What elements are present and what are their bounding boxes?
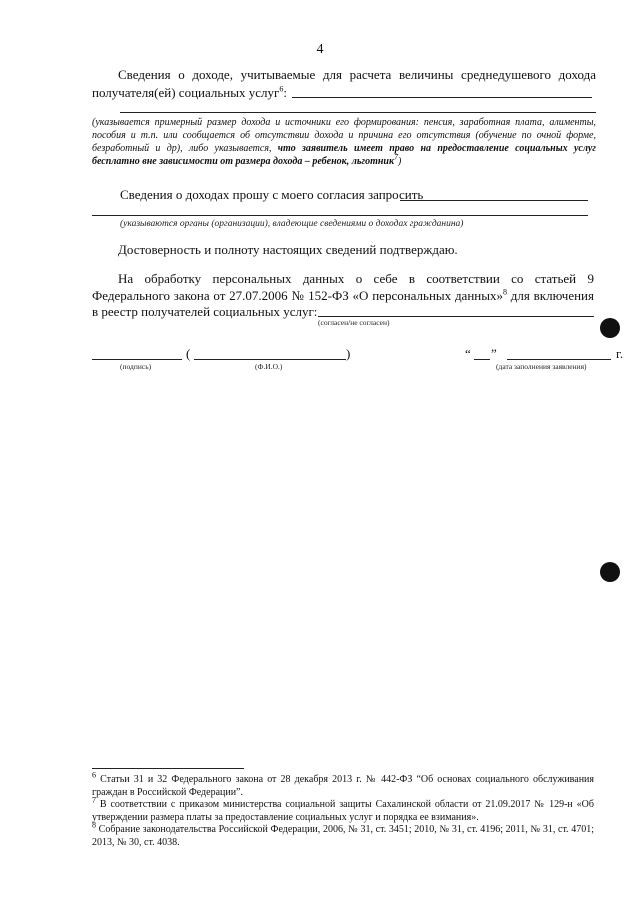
personal-data-consent-line[interactable] — [318, 316, 594, 317]
binder-hole-top — [600, 318, 620, 338]
consent-request-input-line-2[interactable] — [92, 215, 588, 216]
footnote-6: $^6$ Статьи 31 и 32 Федерального закона от 28 декабря 2013 г. № 442-ФЗ “Об основах социального обслуживания граждан в Российской Федерации”. — [92, 770, 594, 798]
date-month-line[interactable] — [507, 359, 611, 360]
signature-line[interactable] — [92, 359, 182, 360]
signature-caption: (подпись) — [120, 362, 152, 371]
consent-request-label: Сведения о доходах прошу с моего согласия запросить — [120, 187, 424, 202]
income-note: (указывается примерный размер дохода и источники его формирования: пенсия, заработная плата, алименты, пособия и т.п. или сообщается об отсутствии дохода и причина его отсутствия (обучение по очной форме, безработный и др), либо указывается, что заявитель имеет право на предоставление социальных услуг бесплатно вне зависимости от размера дохода – ребенок, льготник$^7$) — [92, 117, 596, 167]
personal-data-line3: в реестр получателей социальных услуг: — [92, 304, 318, 319]
income-label-line1: Сведения о доходе, учитываемые для расчета величины среднедушевого дохода — [118, 67, 596, 82]
personal-data-line2: Федерального закона от 27.07.2006 № 152-ФЗ «О персональных данных»$^8$ для включения — [92, 287, 594, 303]
consent-request-caption: (указываются органы (организации), владеющие сведениями о доходах гражданина) — [120, 219, 464, 229]
fio-open-paren: ( — [186, 346, 191, 361]
confirmation-text: Достоверность и полноту настоящих сведений подтверждаю. — [118, 242, 458, 257]
income-input-line-2[interactable] — [120, 112, 596, 113]
date-caption: (дата заполнения заявления) — [496, 362, 587, 371]
footnotes — [92, 770, 595, 849]
footnote-7: $^7$ В соответствии с приказом министерства социальной защиты Сахалинской области от 21.09.2017 № 129-н «Об утверждении размера платы за предоставление социальных услуг и порядка ее взимания». — [92, 795, 594, 823]
page-number: 4 — [316, 42, 324, 57]
income-label-line2: получателя(ей) социальных услуг$^6$: — [92, 84, 287, 100]
binder-hole-bottom — [600, 562, 620, 582]
year-suffix: г. — [616, 346, 624, 361]
personal-data-line1: На обработку персональных данных о себе в соответствии со статьей 9 — [118, 271, 594, 286]
income-input-line[interactable] — [292, 97, 592, 98]
fio-close-paren: ) — [346, 346, 351, 361]
date-quote-close: ” — [491, 346, 497, 361]
personal-data-caption: (согласен/не согласен) — [318, 318, 390, 327]
fio-caption: (Ф.И.О.) — [255, 362, 283, 371]
fio-line[interactable] — [194, 359, 346, 360]
consent-request-input-line[interactable] — [400, 200, 588, 201]
footnote-separator — [92, 768, 244, 769]
date-quote-open: “ — [465, 346, 471, 361]
date-day-line[interactable] — [474, 359, 490, 360]
footnote-8: $^8$ Собрание законодательства Российской Федерации, 2006, № 31, ст. 3451; 2010, № 31, ст. 4196; 2011, № 31, ст. 4701; 2013, № 30, ст. 4038. — [92, 820, 595, 848]
